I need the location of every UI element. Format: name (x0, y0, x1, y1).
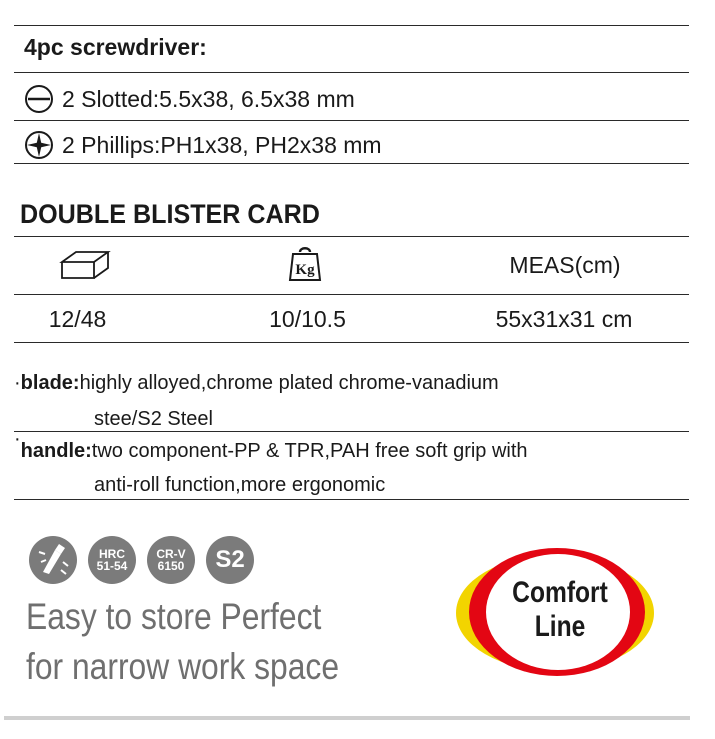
feature-handle-line2: anti-roll function,more ergonomic (94, 474, 386, 496)
comfort-line-logo (454, 546, 656, 680)
carton-qty: 12/48 (48, 306, 107, 332)
feature-name: handle: (20, 440, 92, 462)
line-text: Line (534, 608, 586, 643)
spec-slotted-text: 2 Slotted:5.5x38, 6.5x38 mm (62, 85, 355, 112)
slotted-icon (24, 84, 54, 114)
carton-box-icon (40, 248, 130, 288)
meas-header: MEAS(cm) (509, 252, 621, 278)
hrc-badge: HRC 51-54 (88, 536, 136, 584)
bullet: · (14, 372, 21, 394)
weight-kg-label: Kg (295, 262, 315, 278)
feature-blade (14, 366, 499, 400)
spec-phillips (24, 130, 382, 160)
rule (14, 120, 689, 121)
s2-badge: S2 (206, 536, 254, 584)
feature-handle (14, 428, 528, 468)
rule (14, 342, 689, 343)
product-title: 4pc screwdriver: (24, 34, 207, 60)
phillips-icon (24, 130, 54, 160)
crv-badge: CR-V 6150 (147, 536, 195, 584)
spec-slotted (24, 84, 355, 114)
rule (14, 163, 689, 164)
slogan-line2: for narrow work space (26, 646, 340, 687)
rule (14, 294, 689, 295)
impact-tool-icon (29, 536, 77, 584)
feature-blade-line2: stee/S2 Steel (94, 408, 213, 430)
rule-top (14, 25, 689, 26)
weight-value: 10/10.5 (269, 306, 346, 332)
rule (14, 499, 689, 500)
bottom-rule (4, 716, 690, 720)
comfort-text: Comfort (512, 574, 608, 609)
spec-phillips-text: 2 Phillips:PH1x38, PH2x38 mm (62, 131, 382, 158)
meas-value: 55x31x31 cm (495, 306, 633, 332)
feature-text: highly alloyed,chrome plated chrome-vanadium (79, 372, 499, 394)
slogan-line1: Easy to store Perfect (26, 596, 322, 637)
feature-text: two component-PP & TPR,PAH free soft grip with (91, 440, 528, 462)
rule (14, 431, 689, 432)
feature-name: blade: (20, 372, 80, 394)
packaging-heading: DOUBLE BLISTER CARD (20, 199, 320, 229)
weight-kg-icon (270, 244, 340, 290)
rule (14, 236, 689, 237)
bullet: · (14, 428, 21, 450)
rule (14, 72, 689, 73)
